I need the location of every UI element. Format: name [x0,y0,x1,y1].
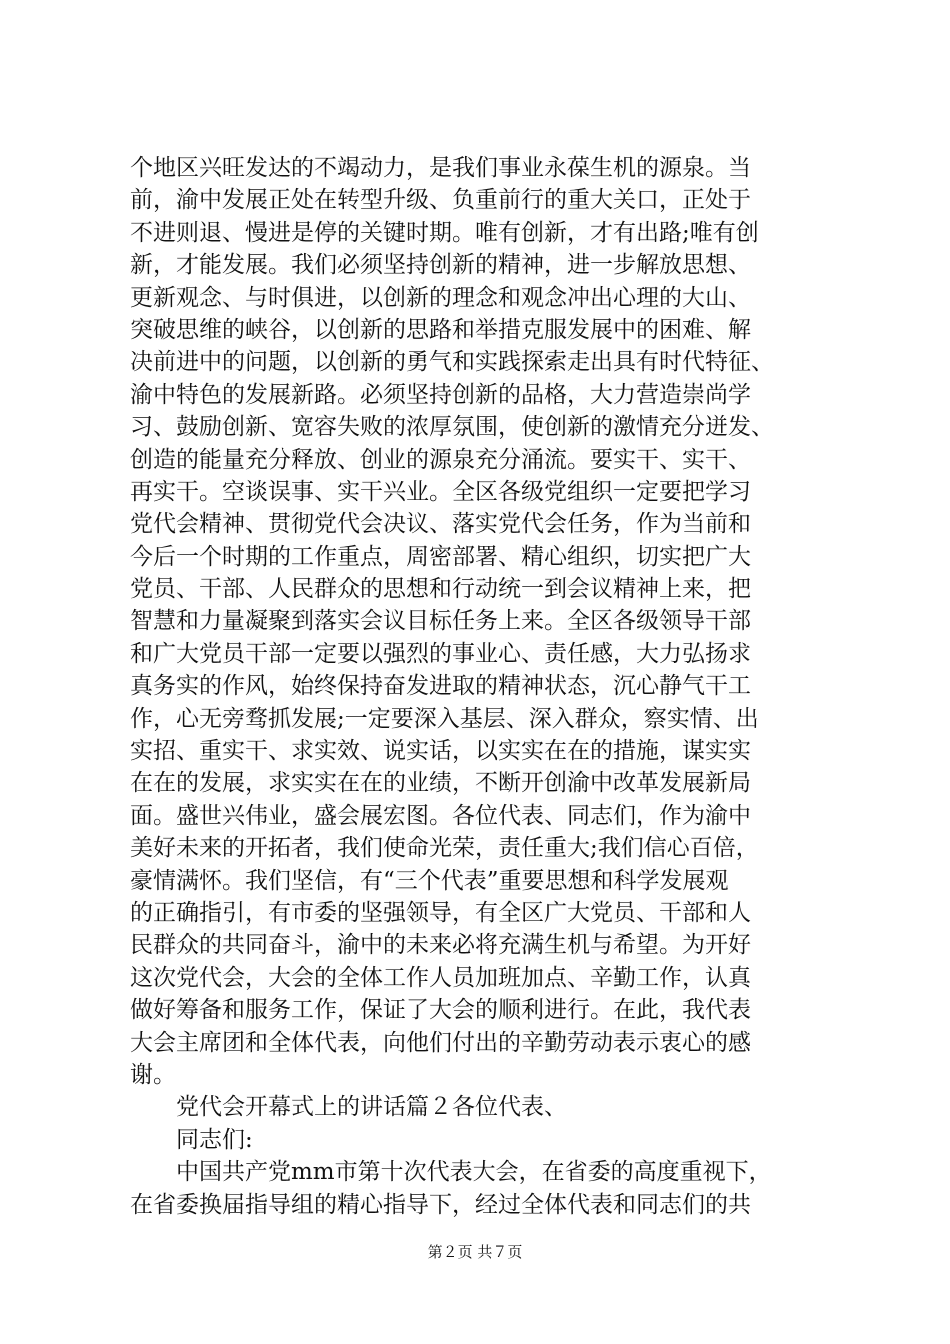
text-line: 创造的能量充分释放、创业的源泉充分涌流。要实干、实干、 [130,446,751,473]
text-line: 实招、重实干、求实效、说实话，以实实在在的措施，谋实实 [130,738,751,765]
text-line: 渝中特色的发展新路。必须坚持创新的品格，大力营造崇尚学 [130,381,751,408]
text-line: 党代会精神、贯彻党代会决议、落实党代会任务，作为当前和 [130,511,751,538]
text-line: 中国共产党mm市第十次代表大会，在省委的高度重视下， [176,1159,772,1186]
salutation: 同志们: [176,1126,253,1153]
text-line: 豪情满怀。我们坚信，有“三个代表”重要思想和科学发展观 [130,867,729,894]
text-line: 美好未来的开拓者，我们使命光荣，责任重大;我们信心百倍， [130,835,759,862]
text-line: 在省委换届指导组的精心指导下，经过全体代表和同志们的共 [130,1191,751,1218]
document-body [130,152,830,1221]
text-line: 民群众的共同奋斗，渝中的未来必将充满生机与希望。为开好 [130,932,751,959]
text-line: 再实干。空谈误事、实干兴业。全区各级党组织一定要把学习 [130,478,751,505]
text-line: 新，才能发展。我们必须坚持创新的精神，进一步解放思想、 [130,252,751,279]
text-line: 大会主席团和全体代表，向他们付出的辛勤劳动表示衷心的感 [130,1029,751,1056]
text-line: 这次党代会，大会的全体工作人员加班加点、辛勤工作，认真 [130,964,751,991]
text-line: 谢。 [130,1061,176,1088]
text-line: 的正确指引，有市委的坚强领导，有全区广大党员、干部和人 [130,899,751,926]
text-line: 个地区兴旺发达的不竭动力，是我们事业永葆生机的源泉。当 [130,155,751,181]
text-line: 和广大党员干部一定要以强烈的事业心、责任感，大力弘扬求 [130,640,751,667]
text-line: 不进则退、慢进是停的关键时期。唯有创新，才有出路;唯有创 [130,219,759,246]
text-line: 今后一个时期的工作重点，周密部署、精心组织，切实把广大 [130,543,751,570]
text-line: 真务实的作风，始终保持奋发进取的精神状态，沉心静气干工 [130,673,751,700]
page-number-footer: 第２页 共７页 [427,1243,523,1261]
text-line: 更新观念、与时俱进，以创新的理念和观念冲出心理的大山、 [130,284,751,311]
text-line: 智慧和力量凝聚到落实会议目标任务上来。全区各级领导干部 [130,608,751,635]
text-line: 决前进中的问题，以创新的勇气和实践探索走出具有时代特征、 [130,349,774,376]
text-line: 突破思维的峡谷，以创新的思路和举措克服发展中的困难、解 [130,316,751,343]
text-line: 党员、干部、人民群众的思想和行动统一到会议精神上来，把 [130,576,751,603]
text-line: 在在的发展，求实实在在的业绩，不断开创渝中改革发展新局 [130,770,751,797]
section-heading: 党代会开幕式上的讲话篇２各位代表、 [176,1094,567,1121]
text-line: 做好筹备和服务工作，保证了大会的顺利进行。在此，我代表 [130,997,751,1024]
text-line: 前，渝中发展正处在转型升级、负重前行的重大关口，正处于 [130,187,751,214]
text-line: 习、鼓励创新、宽容失败的浓厚氛围，使创新的激情充分迸发、 [130,414,774,441]
text-line: 作，心无旁骛抓发展;一定要深入基层、深入群众，察实情、出 [130,705,759,732]
text-line: 面。盛世兴伟业，盛会展宏图。各位代表、同志们，作为渝中 [130,802,751,829]
